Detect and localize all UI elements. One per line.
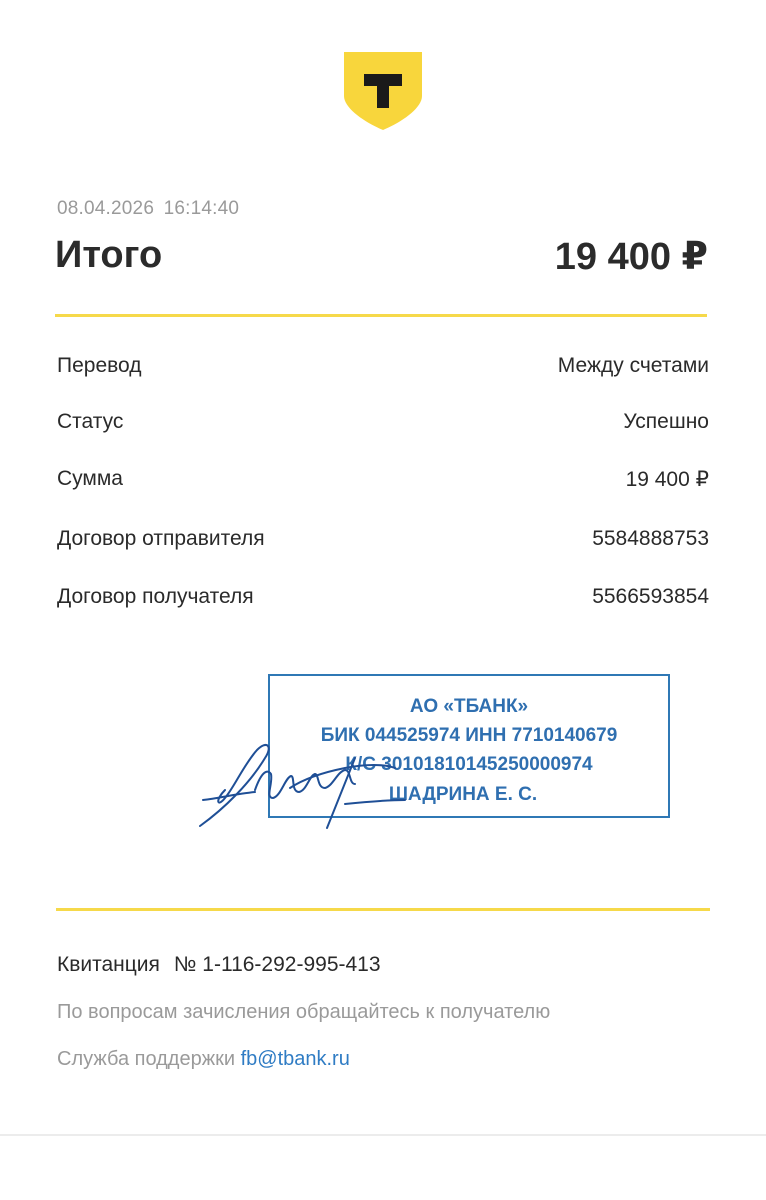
detail-label: Перевод xyxy=(57,354,142,377)
divider-bottom xyxy=(56,908,710,911)
detail-row-recipient-contract xyxy=(57,585,709,619)
detail-value: 5566593854 xyxy=(592,585,709,608)
stamp-line: ШАДРИНА Е. С. xyxy=(388,784,538,805)
divider-top xyxy=(55,314,707,317)
support-contact xyxy=(57,1048,350,1071)
detail-row-status xyxy=(57,410,709,444)
signature-icon xyxy=(195,728,410,838)
detail-label: Договор отправителя xyxy=(57,527,265,550)
receipt-number xyxy=(57,953,381,977)
detail-label: Договор получателя xyxy=(57,585,254,608)
detail-value: Между счетами xyxy=(557,354,709,377)
detail-row-transfer-type xyxy=(57,354,709,388)
detail-value: 5584888753 xyxy=(592,527,709,550)
receipt-label: Квитанция xyxy=(57,953,160,976)
support-email-link[interactable]: fb@tbank.ru xyxy=(240,1048,350,1070)
total-amount: 19 400 ₽ xyxy=(554,236,708,278)
footer-divider xyxy=(0,1134,766,1136)
tbank-logo-icon xyxy=(342,50,424,132)
stamp-line: АО «ТБАНК» xyxy=(409,696,529,717)
support-label: Служба поддержки xyxy=(57,1048,236,1070)
total-label: Итого xyxy=(55,234,163,276)
stamp-line: К/С 30101810145250000974 xyxy=(345,754,593,775)
detail-label: Статус xyxy=(57,410,124,433)
receipt-number-value: № 1-116-292-995-413 xyxy=(173,953,381,976)
recipient-note: По вопросам зачисления обращайтесь к получателю xyxy=(57,1001,551,1023)
detail-label: Сумма xyxy=(57,467,123,490)
stamp-line: БИК 044525974 ИНН 7710140679 xyxy=(320,725,618,746)
detail-row-sender-contract xyxy=(57,527,709,561)
transaction-datetime: 08.04.2026 16:14:40 xyxy=(57,198,240,219)
detail-value: 19 400 ₽ xyxy=(625,468,709,491)
detail-row-amount xyxy=(57,467,709,501)
detail-value: Успешно xyxy=(623,410,709,433)
